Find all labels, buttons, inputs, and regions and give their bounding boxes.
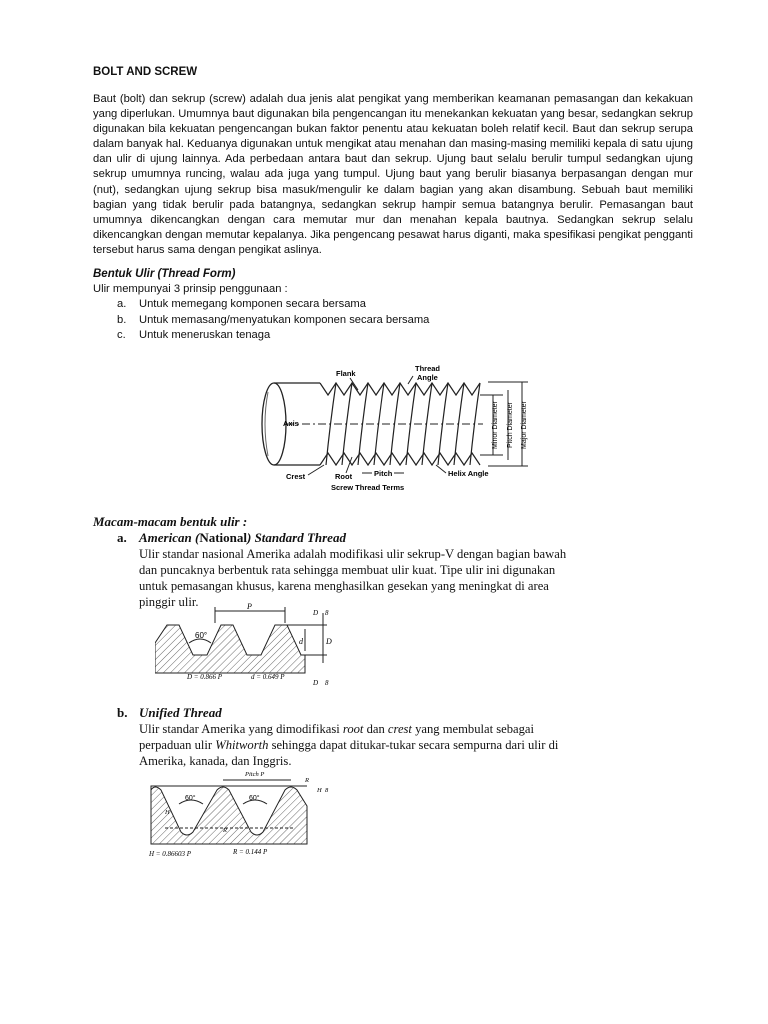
unified-body-3: yang membulat sebagai perpaduan ulir [139, 722, 534, 752]
unified-angle-1: 60° [185, 795, 196, 802]
unified-H-top-label: H [317, 787, 322, 794]
american-D-label: D [326, 637, 332, 646]
list-marker: a. [117, 298, 127, 310]
axis-label: Axis [283, 419, 299, 428]
list-text: Untuk memasang/menyatukan komponen secara bersama [139, 313, 430, 326]
unified-pitch-label: Pitch P [245, 771, 265, 778]
unified-R-mid-label: R [223, 827, 227, 834]
major-diameter-label: Major Diameter [521, 401, 528, 449]
page-title: BOLT AND SCREW [93, 66, 198, 78]
unified-angle-2: 60° [249, 795, 260, 802]
american-thread-body: Ulir standar nasional Amerika adalah modifikasi ulir sekrup-V dengan bagian bawah dan puncaknya berbentuk rata sehingga membuat ulir kuat. Tipe ulir ini digunakan untuk pemasangan khusus, karena menghasilkan gesekan yang meningkat di area pinggir ulir. [139, 547, 567, 609]
thread-form-heading: Bentuk Ulir (Thread Form) [93, 268, 236, 280]
american-thread-diagram [155, 603, 345, 691]
unified-letter: b. [117, 705, 128, 720]
unified-eight-label: 8 [325, 787, 329, 794]
unified-R-top-label: R [305, 777, 309, 784]
pitch-label: Pitch [374, 469, 393, 478]
thread-angle-label-1: Thread [415, 364, 441, 373]
american-d8-bottom-label: D [313, 679, 319, 687]
american-eight-top-label: 8 [325, 609, 329, 617]
american-title-pre: American ( [139, 530, 200, 545]
unified-title: Unified Thread [139, 705, 222, 720]
american-formula-D: D = 0.866 P [187, 673, 223, 681]
list-item [93, 328, 429, 344]
thread-bottom-profile [320, 453, 480, 465]
american-title-post: ) Standard Thread [246, 530, 346, 545]
american-eight-bottom-label: 8 [325, 679, 329, 687]
thread-form-list [93, 297, 429, 344]
unified-body-1: Ulir standar Amerika yang dimodifikasi [139, 722, 343, 736]
unified-body-4: sehingga dapat ditukar-tukar secara sempurna dari ulir di Amerika, kanada, dan Inggris. [139, 738, 559, 768]
unified-body-root: root [342, 722, 364, 736]
pitch-diameter-label: Pitch Diameter [507, 402, 514, 448]
american-title-mid: National [199, 530, 247, 545]
screw-caption: Screw Thread Terms [331, 483, 405, 492]
american-p-label: P [247, 603, 252, 611]
list-marker: b. [117, 313, 127, 326]
unified-thread-heading [117, 705, 417, 721]
list-item [93, 313, 429, 329]
thread-types-heading: Macam-macam bentuk ulir : [93, 514, 248, 529]
list-marker: c. [117, 329, 126, 341]
american-d8-top-label: D [313, 609, 319, 617]
minor-diameter-label: Minor Diameter [492, 401, 499, 449]
unified-formula-H: H = 0.86603 P [149, 850, 192, 858]
flank-label: Flank [336, 369, 356, 378]
american-formula-d: d = 0.649 P [251, 673, 285, 681]
helix-angle-label: Helix Angle [448, 469, 489, 478]
unified-thread-diagram [145, 766, 345, 858]
unified-body-whitworth: Whitworth [215, 738, 269, 752]
unified-formula-R: R = 0.144 P [233, 848, 268, 856]
crest-label: Crest [286, 472, 306, 481]
american-thread-heading [117, 530, 517, 546]
unified-thread-body [139, 721, 579, 769]
thread-angle-label-2: Angle [417, 373, 438, 382]
unified-body-2: dan [363, 722, 388, 736]
list-text: Untuk memegang komponen secara bersama [139, 298, 366, 310]
list-text: Untuk meneruskan tenaga [139, 329, 271, 341]
unified-body-crest: crest [387, 722, 412, 736]
american-angle-label: 60° [195, 631, 208, 640]
unified-H-side-label: H [165, 809, 170, 816]
root-label: Root [335, 472, 353, 481]
american-letter: a. [117, 530, 127, 545]
american-d-label: d [299, 637, 303, 646]
intro-paragraph: Baut (bolt) dan sekrup (screw) adalah dua jenis alat pengikat yang memberikan keamanan pemasangan dan kekakuan yang diperlukan. Umumnya baut digunakan bila pengencangan itu menekankan kekuatan yang besar, sedangkan sekrup digunakan bila kekuatan pengencangan bukan faktor penentu atau kekuatan boleh relatif kecil. Baut dan sekrup serupa dalam banyak hal. Keduanya digunakan untuk mengikat atau menahan dan masing-masing memiliki kepala di satu ujung dan ulir di ujung lainnya. Ada perbedaan antara baut dan sekrup. Ujung baut selalu berulir tumpul sedangkan ujung sekrup umumnya runcing, walau ada juga yang tumpul. Ujung baut yang berulir biasanya berpasangan dengan mur (nut), sedangkan ujung sekrup bisa masuk/mengulir ke dalam bagian yang akan disambung. Sebuah baut memiliki bagian yang tidak berulir pada batangnya, sedangkan sekrup hampir semua batangnya berulir. Pemasangan baut umumnya dikencangkan dengan cara memutar mur dan menahan kepala bautnya. Sedangkan sekrup selalu dikencangkan dengan memutar kepalanya. Jika pengencang pesawat harus diganti, maka spesifikasi pengikat pengganti tersebut harus sama dengan pengikat aslinya. [93, 93, 693, 256]
screw-thread-diagram [258, 362, 540, 496]
list-item [93, 297, 429, 313]
thread-form-lead: Ulir mempunyai 3 prinsip penggunaan : [93, 283, 288, 295]
